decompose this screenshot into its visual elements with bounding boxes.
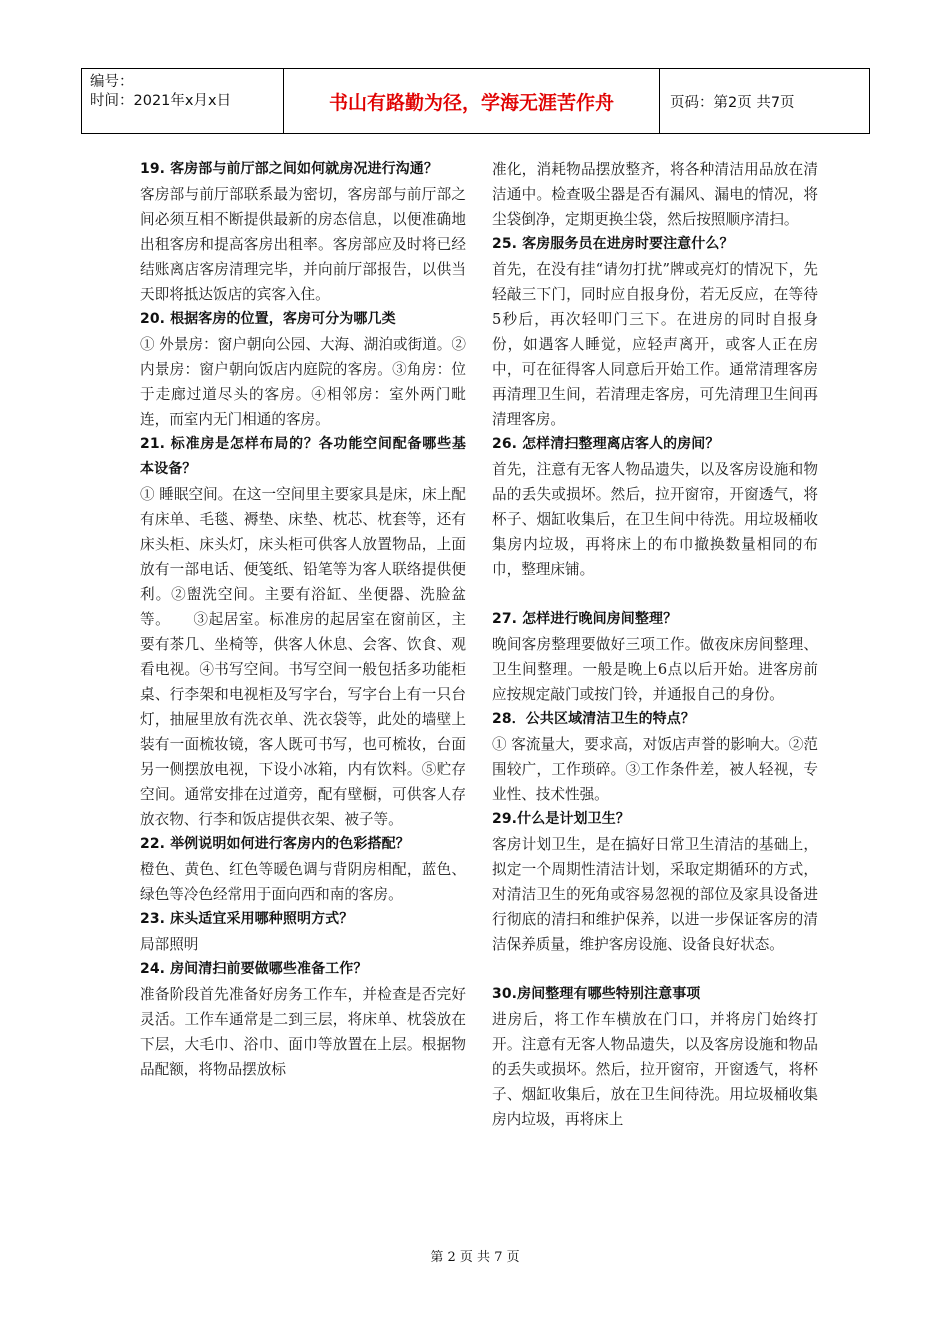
answer-paragraph: 首先，在没有挂“请勿打扰”牌或亮灯的情况下，先轻敲三下门，同时应自报身份，若无反应，在等待5秒后，再次轻叩门三下。在进房的同时自报身份，如遇客人睡觉，应轻声离开，或客人正在房中，可在征得客人同意后开始工作。通常清理客房再清理卫生间，若清理走客房，可先清理卫生间再清理客房。: [492, 261, 818, 428]
question-heading: 30.房间整理有哪些特别注意事项: [492, 986, 701, 1002]
answer-paragraph: 准化，消耗物品摆放整齐，将各种清洁用品放在清洁通中。检查吸尘器是否有漏风、漏电的情况，将尘袋倒净，定期更换尘袋，然后按照顺序清扫。: [492, 161, 818, 228]
answer-paragraph: ① 睡眠空间。在这一空间里主要家具是床，床上配有床单、毛毯、褥垫、床垫、枕芯、枕套等，还有床头柜、床头灯，床头柜可供客人放置物品，上面放有一部电话、便笺纸、铅笔等为客人联络提供便利。②盥洗空间。主要有浴缸、坐便器、洗脸盆等。 ③起居室。标准房的起居室在窗前区，主要有茶几、坐椅等，供客人休息、会客、饮食、观看电视。④书写空间。书写空间一般包括多功能柜桌、行李架和电视柜及写字台，写字台上有一只台灯，抽屉里放有洗衣单、洗衣袋等，此处的墙壁上装有一面梳妆镜，客人既可书写，也可梳妆，台面另一侧摆放电视，下设小冰箱，内有饮料。⑤贮存空间。通常安排在过道旁，配有壁橱，可供客人存放衣物、行李和饭店提供衣架、被子等。: [140, 486, 466, 828]
question-heading: 21. 标准房是怎样布局的？各功能空间配备哪些基本设备？: [140, 436, 466, 477]
question-heading: 26. 怎样清扫整理离店客人的房间？: [492, 436, 720, 452]
footer-page-text: 第 2 页 共 7 页: [430, 1250, 520, 1265]
page-footer: [0, 1246, 950, 1265]
question-heading: 20. 根据客房的位置，客房可分为哪几类: [140, 311, 396, 327]
left-text-column: [140, 157, 466, 1082]
header-meta-cell: [82, 69, 284, 133]
header-table: [81, 68, 870, 134]
question-heading: 27. 怎样进行晚间房间整理？: [492, 611, 678, 627]
question-heading: 19. 客房部与前厅部之间如何就房况进行沟通？: [140, 161, 438, 177]
blank-line: [492, 957, 818, 982]
answer-paragraph: 晚间客房整理要做好三项工作。做夜床房间整理、卫生间整理。一般是晚上6点以后开始。进客房前应按规定敲门或按门铃，并通报自己的身份。: [492, 636, 818, 703]
time-label: 时间：2021年x月x日: [90, 93, 232, 109]
question-heading: 28．公共区域清洁卫生的特点？: [492, 711, 695, 727]
answer-paragraph: ① 外景房：窗户朝向公园、大海、湖泊或街道。②内景房：窗户朝向饭店内庭院的客房。③角房：位于走廊过道尽头的客房。④相邻房：室外两门毗连，而室内无门相通的客房。: [140, 336, 466, 428]
page-number-label: 页码：第2页 共7页: [670, 94, 795, 111]
question-heading: 29.什么是计划卫生？: [492, 811, 630, 827]
blank-line: [492, 582, 818, 607]
answer-paragraph: 局部照明: [140, 936, 199, 953]
answer-paragraph: ① 客流量大，要求高，对饭店声誉的影响大。②范围较广，工作琐碎。③工作条件差，被人轻视，专业性、技术性强。: [492, 736, 818, 803]
code-label: 编号：: [90, 74, 134, 90]
question-heading: 22. 举例说明如何进行客房内的色彩搭配？: [140, 836, 410, 852]
question-heading: 25. 客房服务员在进房时要注意什么？: [492, 236, 734, 252]
answer-paragraph: 客房计划卫生，是在搞好日常卫生清洁的基础上，拟定一个周期性清洁计划，采取定期循环的方式，对清洁卫生的死角或容易忽视的部位及家具设备进行彻底的清扫和维护保养，以进一步保证客房的清洁保养质量，维护客房设施、设备良好状态。: [492, 836, 818, 953]
answer-paragraph: 橙色、黄色、红色等暖色调与背阴房相配，蓝色、绿色等冷色经常用于面向西和南的客房。: [140, 861, 466, 903]
answer-paragraph: 准备阶段首先准备好房务工作车，并检查是否完好灵活。工作车通常是二到三层，将床单、枕袋放在下层，大毛巾、浴巾、面巾等放置在上层。根据物品配额，将物品摆放标: [140, 986, 466, 1078]
motto-cell: [284, 69, 660, 133]
answer-paragraph: 进房后，将工作车横放在门口，并将房门始终打开。注意有无客人物品遗失，以及客房设施和物品的丢失或损坏。然后，拉开窗帘，开窗透气，将杯子、烟缸收集后，放在卫生间待洗。用垃圾桶收集房内垃圾，再将床上: [492, 1011, 818, 1128]
question-heading: 23. 床头适宜采用哪种照明方式？: [140, 911, 354, 927]
answer-paragraph: 首先，注意有无客人物品遗失，以及客房设施和物品的丢失或损坏。然后，拉开窗帘，开窗透气，将杯子、烟缸收集后，在卫生间中待洗。用垃圾桶收集房内垃圾，再将床上的布巾撤换数量相同的布巾，整理床铺。: [492, 461, 818, 578]
right-text-column: [492, 157, 818, 1132]
question-heading: 24. 房间清扫前要做哪些准备工作？: [140, 961, 368, 977]
page-number-cell: [660, 69, 869, 133]
motto-text: 书山有路勤为径，学海无涯苦作舟: [328, 91, 614, 114]
answer-paragraph: 客房部与前厅部联系最为密切，客房部与前厅部之间必须互相不断提供最新的房态信息，以便准确地出租客房和提高客房出租率。客房部应及时将已经结账离店客房清理完毕，并向前厅部报告，以供当天即将抵达饭店的宾客入住。: [140, 186, 466, 303]
